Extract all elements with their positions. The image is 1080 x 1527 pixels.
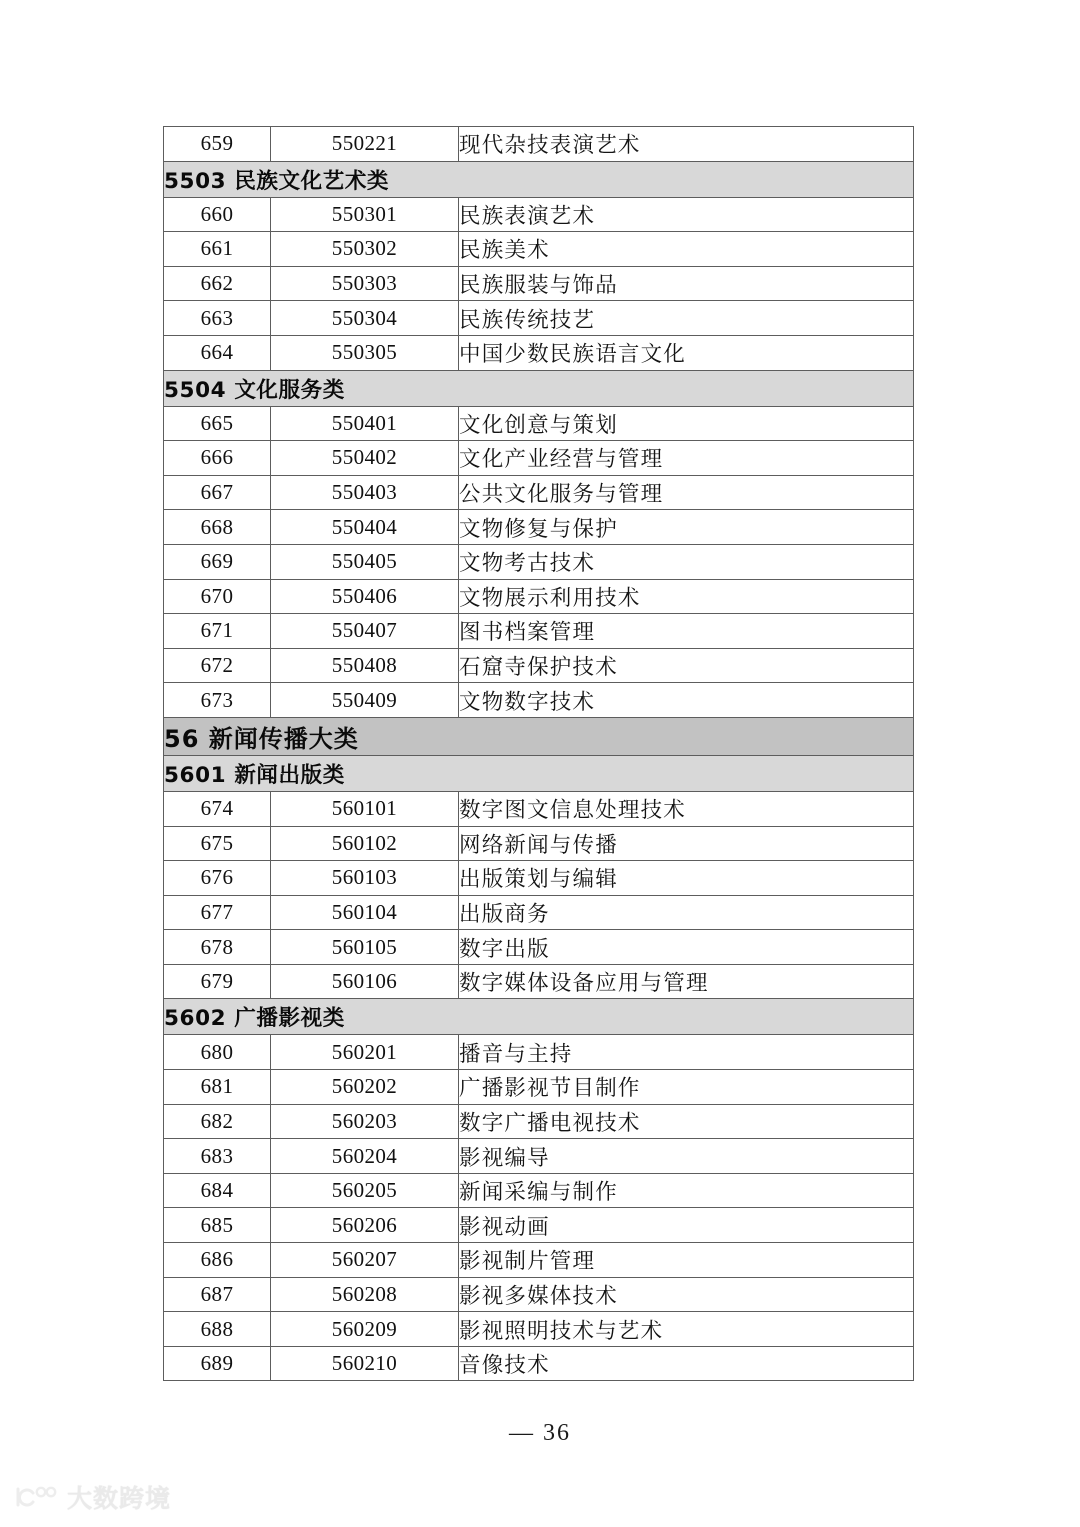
table-row [164,964,914,999]
table-row [164,441,914,476]
cell-sequence: 689 [164,1346,271,1381]
cell-major-code: 560206 [271,1208,459,1243]
cell-major-code: 550302 [271,232,459,267]
cell-major-name: 影视动画 [459,1208,914,1243]
table-row [164,406,914,441]
cell-sequence: 681 [164,1070,271,1105]
cell-major-code: 550301 [271,197,459,232]
cell-major-name: 民族美术 [459,232,914,267]
cell-sequence: 670 [164,579,271,614]
table-row [164,1104,914,1139]
cell-sequence: 668 [164,510,271,545]
cell-major-code: 550304 [271,301,459,336]
cell-sequence: 676 [164,861,271,896]
subcategory-title: 5504 文化服务类 [164,370,914,406]
cell-major-code: 560203 [271,1104,459,1139]
cell-sequence: 662 [164,266,271,301]
page-number: — 36 [509,1420,571,1446]
cell-major-name: 影视编导 [459,1139,914,1174]
cell-major-code: 550403 [271,475,459,510]
table-row [164,614,914,649]
cell-sequence: 683 [164,1139,271,1174]
table-row [164,579,914,614]
major-category-title: 56 新闻传播大类 [164,717,914,755]
cell-sequence: 688 [164,1312,271,1347]
cell-sequence: 687 [164,1277,271,1312]
cell-sequence: 684 [164,1173,271,1208]
cell-major-name: 中国少数民族语言文化 [459,335,914,370]
watermark [14,1479,171,1515]
cell-major-code: 560210 [271,1346,459,1381]
table-row [164,1312,914,1347]
cell-sequence: 685 [164,1208,271,1243]
cell-sequence: 674 [164,791,271,826]
cell-major-code: 560202 [271,1070,459,1105]
table-row [164,1173,914,1208]
cell-major-name: 数字图文信息处理技术 [459,791,914,826]
cell-major-name: 文物考古技术 [459,544,914,579]
cell-sequence: 673 [164,683,271,718]
subcategory-title: 5601 新闻出版类 [164,755,914,791]
table-row [164,1139,914,1174]
major-catalog-table [163,126,914,1381]
cell-major-name: 数字出版 [459,930,914,965]
cell-major-code: 560102 [271,826,459,861]
cell-major-code: 560205 [271,1173,459,1208]
cell-major-code: 550408 [271,648,459,683]
table-row [164,544,914,579]
cell-major-code: 560208 [271,1277,459,1312]
catalog-table-body [164,127,914,1381]
table-row [164,930,914,965]
subcategory-header-row [164,370,914,406]
cell-major-name: 数字广播电视技术 [459,1104,914,1139]
cell-sequence: 679 [164,964,271,999]
table-row [164,895,914,930]
cell-major-code: 550405 [271,544,459,579]
cell-major-name: 播音与主持 [459,1035,914,1070]
table-row [164,232,914,267]
cell-sequence: 665 [164,406,271,441]
table-row [164,1208,914,1243]
cell-major-name: 广播影视节目制作 [459,1070,914,1105]
cell-major-code: 550409 [271,683,459,718]
cell-major-name: 出版商务 [459,895,914,930]
cell-major-code: 560204 [271,1139,459,1174]
cell-major-code: 560104 [271,895,459,930]
table-row [164,1070,914,1105]
cell-sequence: 659 [164,127,271,162]
cell-major-code: 560106 [271,964,459,999]
cell-major-code: 550303 [271,266,459,301]
cell-major-code: 560103 [271,861,459,896]
table-row [164,510,914,545]
cell-sequence: 667 [164,475,271,510]
catalog-table-container [163,126,913,1381]
dashukuajing-logo-icon [14,1484,60,1510]
table-row [164,683,914,718]
cell-sequence: 682 [164,1104,271,1139]
cell-major-name: 网络新闻与传播 [459,826,914,861]
cell-major-code: 560209 [271,1312,459,1347]
cell-major-code: 550404 [271,510,459,545]
table-row [164,826,914,861]
table-row [164,1277,914,1312]
cell-major-name: 出版策划与编辑 [459,861,914,896]
cell-major-code: 550402 [271,441,459,476]
table-row [164,475,914,510]
cell-sequence: 669 [164,544,271,579]
cell-major-name: 石窟寺保护技术 [459,648,914,683]
cell-sequence: 666 [164,441,271,476]
cell-major-name: 民族服装与饰品 [459,266,914,301]
cell-sequence: 660 [164,197,271,232]
cell-major-name: 文物修复与保护 [459,510,914,545]
cell-major-code: 560101 [271,791,459,826]
subcategory-header-row [164,755,914,791]
table-row [164,791,914,826]
subcategory-title: 5503 民族文化艺术类 [164,161,914,197]
cell-sequence: 675 [164,826,271,861]
cell-major-name: 文物数字技术 [459,683,914,718]
cell-major-code: 560105 [271,930,459,965]
cell-major-name: 数字媒体设备应用与管理 [459,964,914,999]
cell-major-name: 民族表演艺术 [459,197,914,232]
subcategory-header-row [164,161,914,197]
cell-major-code: 550221 [271,127,459,162]
cell-major-name: 文化创意与策划 [459,406,914,441]
watermark-text: 大数跨境 [67,1484,172,1513]
cell-major-code: 550401 [271,406,459,441]
table-row [164,648,914,683]
cell-sequence: 678 [164,930,271,965]
table-row [164,335,914,370]
cell-sequence: 663 [164,301,271,336]
table-row [164,266,914,301]
major-category-header-row [164,717,914,755]
cell-sequence: 671 [164,614,271,649]
cell-sequence: 672 [164,648,271,683]
cell-major-name: 文化产业经营与管理 [459,441,914,476]
cell-major-code: 550305 [271,335,459,370]
cell-major-name: 现代杂技表演艺术 [459,127,914,162]
table-row [164,1346,914,1381]
table-row [164,127,914,162]
cell-major-name: 图书档案管理 [459,614,914,649]
cell-major-name: 文物展示利用技术 [459,579,914,614]
table-row [164,861,914,896]
cell-major-name: 音像技术 [459,1346,914,1381]
cell-sequence: 677 [164,895,271,930]
cell-major-code: 550407 [271,614,459,649]
cell-major-code: 560201 [271,1035,459,1070]
cell-major-code: 560207 [271,1243,459,1278]
table-row [164,1243,914,1278]
cell-major-name: 民族传统技艺 [459,301,914,336]
cell-major-name: 影视照明技术与艺术 [459,1312,914,1347]
cell-sequence: 680 [164,1035,271,1070]
subcategory-title: 5602 广播影视类 [164,999,914,1035]
cell-major-name: 影视多媒体技术 [459,1277,914,1312]
cell-major-name: 新闻采编与制作 [459,1173,914,1208]
subcategory-header-row [164,999,914,1035]
cell-major-name: 影视制片管理 [459,1243,914,1278]
table-row [164,1035,914,1070]
cell-major-code: 550406 [271,579,459,614]
cell-major-name: 公共文化服务与管理 [459,475,914,510]
table-row [164,197,914,232]
cell-sequence: 686 [164,1243,271,1278]
cell-sequence: 661 [164,232,271,267]
cell-sequence: 664 [164,335,271,370]
table-row [164,301,914,336]
